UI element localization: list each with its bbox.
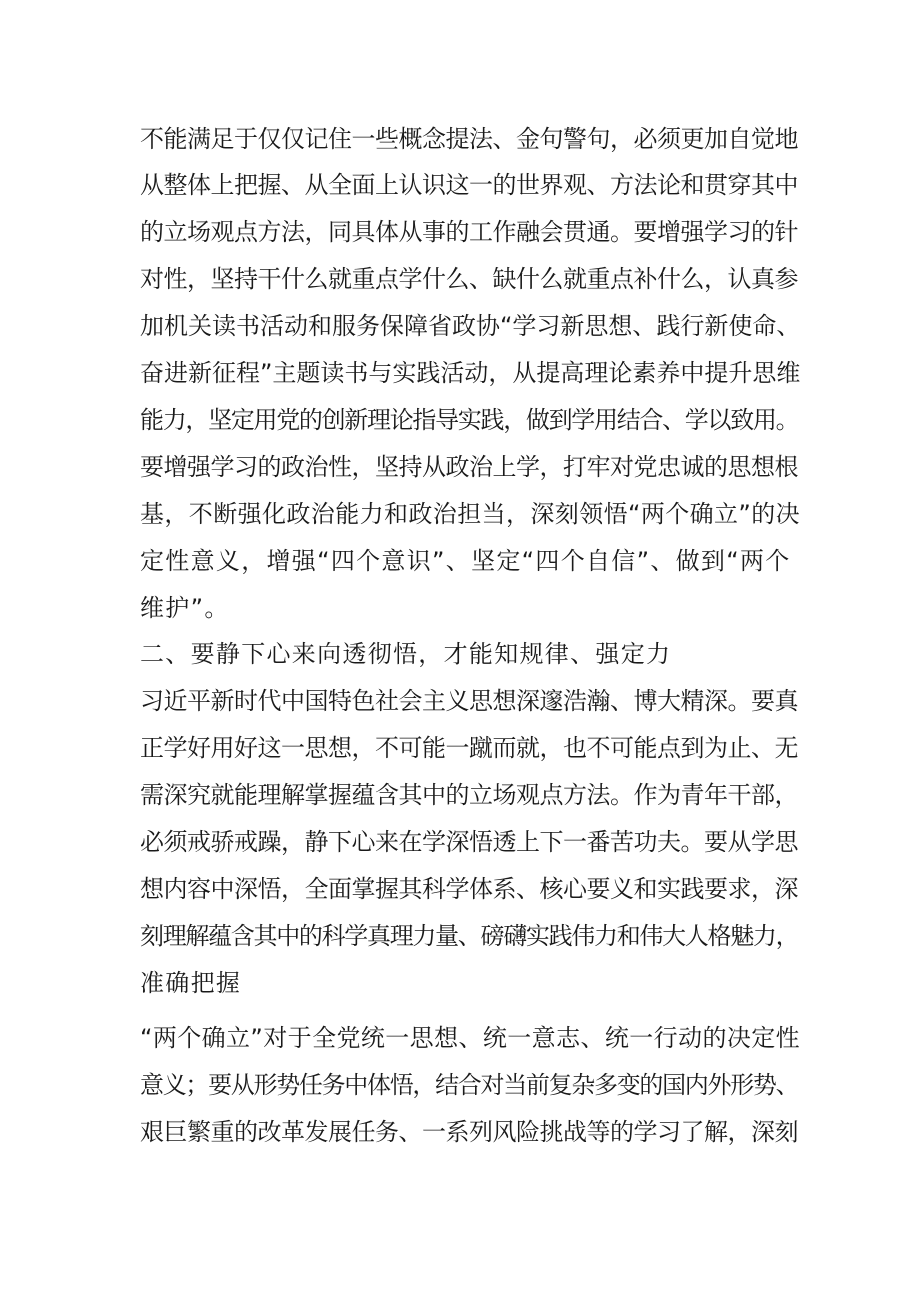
text-line: “两个确立”对于全党统一思想、统一意志、统一行动的决定性 (140, 1024, 801, 1052)
text-line: 准确把握 (140, 969, 242, 997)
text-line: 能力，坚定用党的创新理论指导实践，做到学用结合、学以致用。 (140, 406, 799, 434)
text-line: 定性意义，增强“四个意识”、坚定“四个自信”、做到“两个 (140, 547, 791, 575)
text-line: 意义；要从形势任务中体悟，结合对当前复杂多变的国内外形势、 (140, 1071, 799, 1099)
text-line: 维护”。 (140, 594, 230, 622)
text-line: 要增强学习的政治性，坚持从政治上学，打牢对党忠诚的思想根 (140, 453, 798, 481)
text-line: 正学好用好这一思想，不可能一蹴而就，也不可能点到为止、无 (140, 734, 798, 762)
text-line: 对性，坚持干什么就重点学什么、缺什么就重点补什么，认真参 (140, 265, 798, 293)
text-line: 必须戒骄戒躁，静下心来在学深悟透上下一番苦功夫。要从学思 (140, 828, 798, 856)
text-line: 不能满足于仅仅记住一些概念提法、金句警句，必须更加自觉地 (140, 125, 798, 153)
text-line: 想内容中深悟，全面掌握其科学体系、核心要义和实践要求，深 (140, 875, 798, 903)
text-line: 奋进新征程”主题读书与实践活动，从提高理论素养中提升思维 (140, 359, 801, 387)
text-line: 从整体上把握、从全面上认识这一的世界观、方法论和贯穿其中 (140, 171, 798, 199)
text-line: 基，不断强化政治能力和政治担当，深刻领悟“两个确立”的决 (140, 500, 801, 528)
text-line: 需深究就能理解掌握蕴含其中的立场观点方法。作为青年干部， (140, 781, 798, 809)
text-line: 刻理解蕴含其中的科学真理力量、磅礴实践伟力和伟大人格魅力， (140, 922, 799, 950)
text-line: 习近平新时代中国特色社会主义思想深邃浩瀚、博大精深。要真 (140, 687, 798, 715)
section-heading: 二、要静下心来向透彻悟，才能知规律、强定力 (140, 640, 672, 668)
text-line: 的立场观点方法，同具体从事的工作融会贯通。要增强学习的针 (140, 218, 798, 246)
text-line: 艰巨繁重的改革发展任务、一系列风险挑战等的学习了解，深刻 (140, 1118, 798, 1146)
text-line: 加机关读书活动和服务保障省政协“学习新思想、践行新使命、 (140, 312, 801, 340)
